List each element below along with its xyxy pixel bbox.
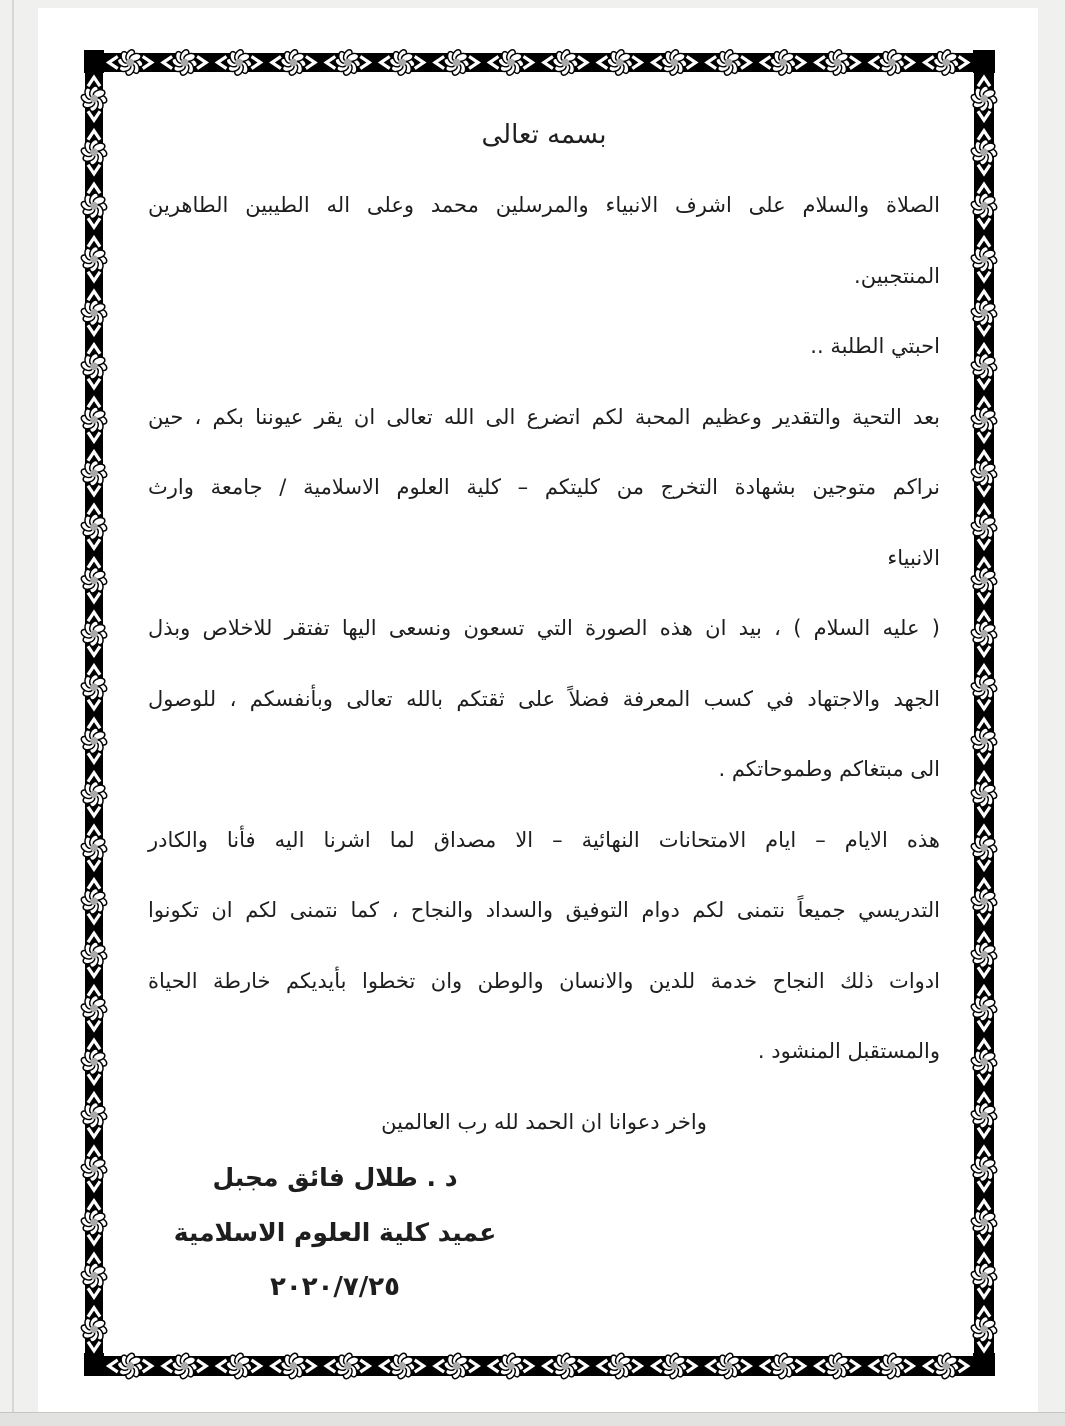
body-line: الى مبتغاكم وطموحاتكم . [718, 757, 940, 781]
body-line: الجهد والاجتهاد في كسب المعرفة فضلاً على ثقتكم بالله تعالى وبأنفسكم ، للوصول [148, 686, 940, 711]
body-line: ( عليه السلام ) ، بيد ان هذه الصورة التي تسعون ونسعى اليها تفتقر للاخلاص وبذل [148, 616, 940, 640]
signature-name: د . طلال فائق مجبل [212, 1163, 458, 1192]
body-line: الصلاة والسلام على اشرف الانبياء والمرسلين محمد وعلى اله الطيبين الطاهرين [148, 193, 940, 217]
signature-title: عميد كلية العلوم الاسلامية [173, 1218, 497, 1247]
body-line: والمستقبل المنشود . [757, 1039, 940, 1063]
signature-date: ٢٠٢٠/٧/٢٥ [269, 1272, 401, 1302]
signature-block [170, 1150, 500, 1315]
body-line: التدريسي جميعاً نتمنى لكم دوام التوفيق والسداد والنجاح ، كما نتمنى لكم ان تكونوا [148, 898, 940, 922]
body-line: احبتي الطلبة .. [810, 334, 940, 358]
body-line: نراكم متوجين بشهادة التخرج من كليتكم – كلية العلوم الاسلامية / جامعة وارث [148, 475, 940, 499]
body-line: بعد التحية والتقدير وعظيم المحبة لكم اتضرع الى الله تعالى ان يقر عيوننا بكم ، حين [148, 404, 940, 429]
bottom-strip [0, 1412, 1065, 1426]
body-text [148, 170, 940, 1157]
closing-line: واخر دعوانا ان الحمد لله رب العالمين [381, 1109, 707, 1134]
body-line: ادوات ذلك النجاح خدمة للدين والانسان والوطن وان تخطوا بأيديكم خارطة الحياة [148, 968, 940, 993]
page-edge-line [12, 0, 14, 1412]
body-line: المنتجبين. [854, 263, 940, 288]
basmala-text: بسمه تعالى [481, 120, 607, 150]
body-line: هذه الايام – ايام الامتحانات النهائية – الا مصداق لما اشرنا اليه فأنا والكادر [148, 827, 940, 852]
body-line: الانبياء [887, 545, 940, 570]
